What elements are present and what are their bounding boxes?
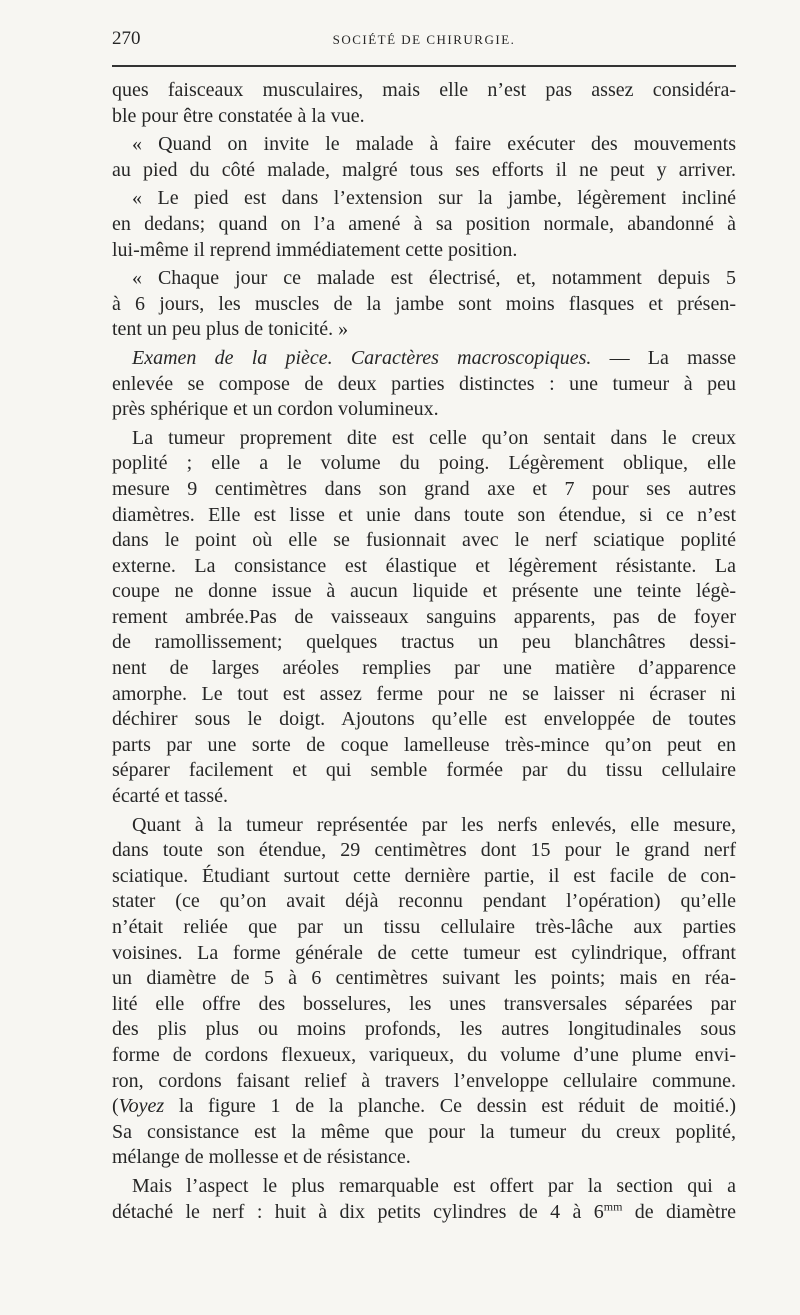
text-line: à 6 jours, les muscles de la jambe sont moins flasques et présen- — [112, 292, 736, 315]
text-line: Sa consistance est la même que pour la tumeur du creux poplité, — [112, 1120, 736, 1143]
text-line: près sphérique et un cordon volumineux. — [112, 398, 439, 421]
text-line: Quant à la tumeur représentée par les nerfs enlevés, elle mesure, — [132, 813, 736, 836]
text-line: Mais l’aspect le plus remarquable est offert par la section qui a — [132, 1174, 736, 1197]
text-line: lité elle offre des bosselures, les unes transversales séparées par — [112, 992, 736, 1015]
text-line: forme de cordons flexueux, variqueux, du volume d’une plume envi- — [112, 1043, 736, 1066]
header-rule — [112, 65, 736, 67]
text-line: dans toute son étendue, 29 centimètres dont 15 pour le grand nerf — [112, 839, 736, 862]
text-line: diamètres. Elle est lisse et unie dans toute son étendue, si ce n’est — [112, 503, 736, 526]
text-line: coupe ne donne issue à aucun liquide et présente une teinte légè- — [112, 580, 736, 603]
text-line: tent un peu plus de tonicité. » — [112, 318, 349, 341]
text-line: au pied du côté malade, malgré tous ses efforts il ne peut y arriver. — [112, 158, 736, 181]
page-number: 270 — [112, 28, 141, 49]
text-line: déchirer sous le doigt. Ajoutons qu’elle est enveloppée de toutes — [112, 708, 736, 731]
text-line: externe. La consistance est élastique et légèrement résistante. La — [112, 554, 736, 577]
text-line: rement ambrée.Pas de vaisseaux sanguins apparents, pas de foyer — [112, 605, 736, 628]
text-line: sciatique. Étudiant surtout cette dernière partie, il est facile de con- — [112, 864, 736, 887]
text-line: mesure 9 centimètres dans son grand axe et 7 pour ses autres — [112, 477, 736, 500]
text-line: de ramollissement; quelques tractus un peu blanchâtres dessi- — [112, 631, 736, 654]
text-line: enlevée se compose de deux parties distinctes : une tumeur à peu — [112, 372, 736, 395]
text-line: ques faisceaux musculaires, mais elle n’est pas assez considéra- — [112, 79, 736, 101]
text-line: nent de larges aréoles remplies par une matière d’apparence — [112, 657, 736, 680]
text-line: lui-même il reprend immédiatement cette position. — [112, 238, 518, 261]
text-line: Examen de la pièce. Caractères macroscopiques. — La masse — [132, 346, 736, 369]
text-line: des plis plus ou moins profonds, les autres longitudinales sous — [112, 1018, 736, 1041]
text-line: un diamètre de 5 à 6 centimètres suivant les points; mais en réa- — [112, 967, 736, 990]
text-line: écarté et tassé. — [112, 785, 229, 808]
body-text — [112, 78, 736, 1225]
text-line: mélange de mollesse et de résistance. — [112, 1146, 411, 1169]
text-line: ron, cordons faisant relief à travers l’enveloppe cellulaire commune. — [112, 1069, 736, 1092]
text-line: « Quand on invite le malade à faire exécuter des mouvements — [132, 133, 736, 156]
text-line: La tumeur proprement dite est celle qu’on sentait dans le creux — [132, 426, 736, 449]
running-head — [112, 28, 736, 58]
text-line: ble pour être constatée à la vue. — [112, 104, 365, 127]
text-line: poplité ; elle a le volume du poing. Légèrement oblique, elle — [112, 452, 736, 475]
text-line: en dedans; quand on l’a amené à sa position normale, abandonné à — [112, 212, 736, 235]
text-line: séparer facilement et qui semble formée par du tissu cellulaire — [112, 759, 736, 782]
text-line: stater (ce qu’on avait déjà reconnu pendant l’opération) qu’elle — [112, 890, 736, 913]
text-line: « Le pied est dans l’extension sur la jambe, légèrement incliné — [132, 187, 736, 210]
text-line: amorphe. Le tout est assez ferme pour ne se laisser ni écraser ni — [112, 682, 736, 705]
text-line: « Chaque jour ce malade est électrisé, et, notamment depuis 5 — [132, 267, 736, 290]
text-line: dans le point où elle se fusionnait avec le nerf sciatique poplité — [112, 529, 736, 552]
text-line: parts par une sorte de coque lamelleuse très-mince qu’on peut en — [112, 733, 736, 756]
text-line: (Voyez la figure 1 de la planche. Ce dessin est réduit de moitié.) — [112, 1095, 736, 1118]
text-line: n’était reliée que par un tissu cellulaire très-lâche aux parties — [112, 916, 736, 938]
text-line: détaché le nerf : huit à dix petits cylindres de 4 à $6^{mm}$ de diamètre — [112, 1198, 736, 1223]
journal-title: SOCIÉTÉ DE CHIRURGIE. — [332, 32, 516, 47]
text-line: voisines. La forme générale de cette tumeur est cylindrique, offrant — [112, 941, 736, 964]
